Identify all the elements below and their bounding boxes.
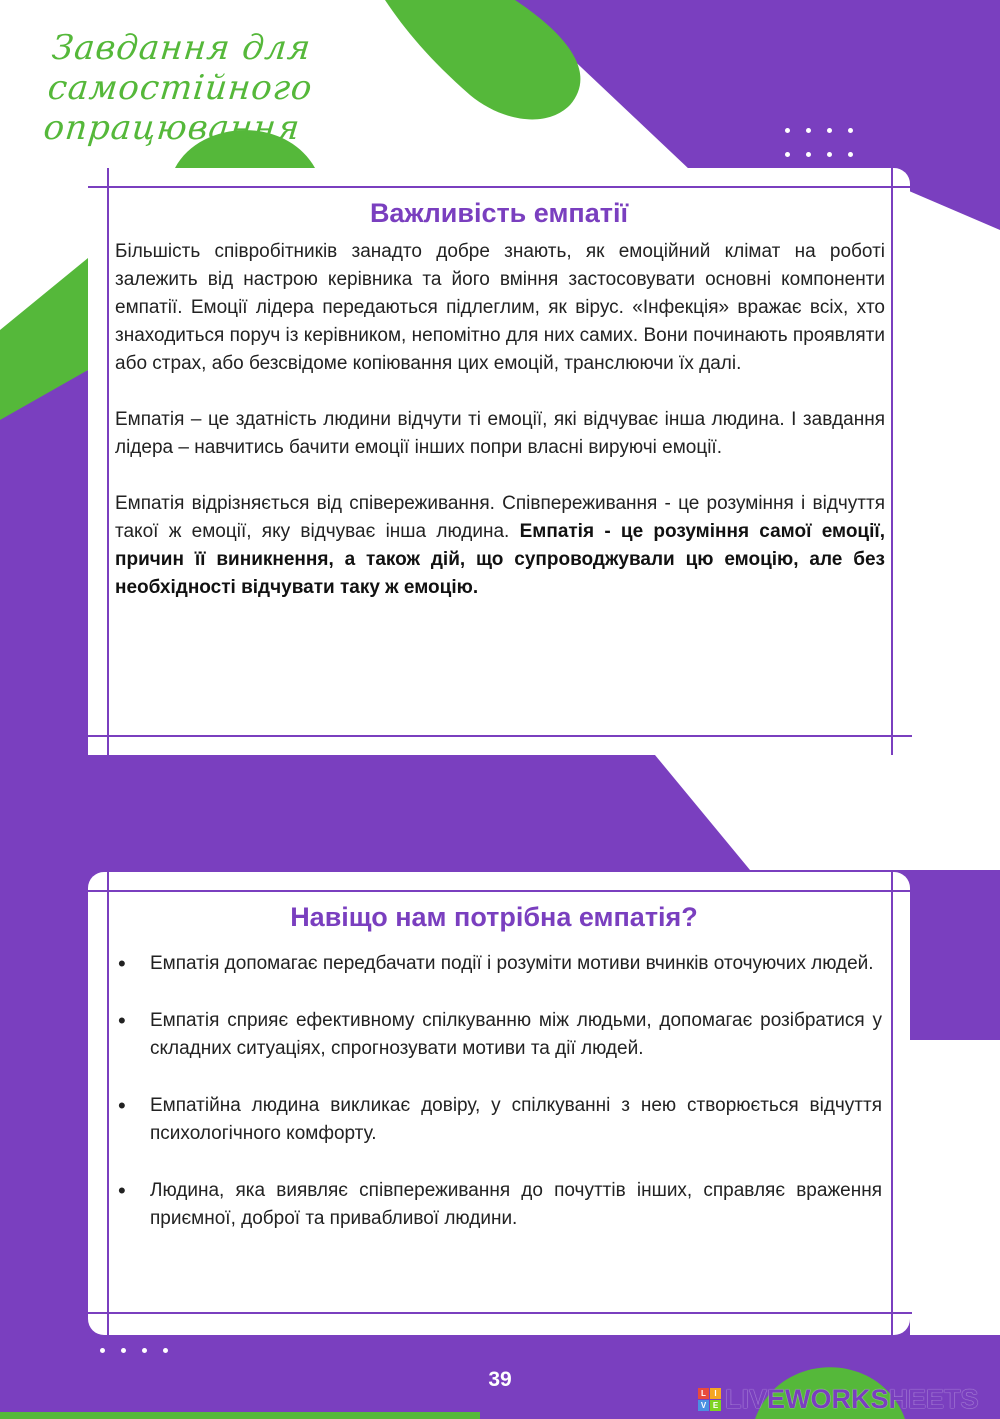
section1-body bbox=[115, 238, 885, 602]
section1-title: Важливість емпатії bbox=[369, 198, 629, 228]
list-item: • Емпатія сприяє ефективному спілкуванню між людьми, допомагає розібратися у складних ситуаціях, спрогнозувати мотиви та дії людей. bbox=[118, 1007, 882, 1063]
liveworksheets-logo-text: LIVEWORKSHEETS bbox=[725, 1384, 979, 1414]
green-bottom-stripe bbox=[0, 1412, 480, 1419]
list-item: • Емпатія допомагає передбачати події і розуміти мотиви вчинків оточуючих людей. bbox=[118, 950, 882, 978]
dot bbox=[848, 152, 853, 157]
section1-paragraph: Більшість співробітників занадто добре знають, як емоційний клімат на роботі залежить від настрою керівника та його вміння застосовувати основні компоненти емпатії. Емоції лідера передаються підлеглим, як вірус. «Інфекція» вражає всіх, хто знаходиться поруч із керівником, непомітно для них самих. Вони починають проявляти або страх, або безсвідоме копіювання цих емоцій, транслюючи їх далі. bbox=[115, 241, 885, 374]
frame-line bbox=[107, 168, 109, 755]
page-title-line1: Завдання для самостійного bbox=[45, 28, 315, 108]
dot bbox=[785, 128, 790, 133]
page-title bbox=[42, 28, 485, 148]
decorative-dots-bottom bbox=[100, 1348, 170, 1353]
dot bbox=[121, 1348, 126, 1353]
dot bbox=[163, 1348, 168, 1353]
page-title-line2: опрацювання bbox=[41, 108, 303, 148]
why-empathy-card bbox=[88, 872, 910, 1335]
page-number: 39 bbox=[488, 1368, 512, 1391]
list-item: • Людина, яка виявляє співпереживання до почуттів інших, справляє враження приємної, доброї та привабливої людини. bbox=[118, 1177, 882, 1233]
dot bbox=[806, 152, 811, 157]
decorative-dots-top bbox=[785, 128, 855, 157]
dot bbox=[142, 1348, 147, 1353]
frame-line bbox=[88, 735, 912, 737]
section2-body bbox=[118, 950, 882, 1233]
logo-letter: V bbox=[698, 1400, 709, 1411]
liveworksheets-logo-icon bbox=[698, 1388, 721, 1411]
frame-line bbox=[88, 1312, 912, 1314]
empathy-importance-card bbox=[88, 168, 910, 755]
section2-title: Навіщо нам потрібна емпатія? bbox=[290, 902, 698, 932]
list-item: • Емпатійна людина викликає довіру, у спілкуванні з нею створюється відчуття психологічного комфорту. bbox=[118, 1092, 882, 1148]
dot bbox=[827, 128, 832, 133]
dot bbox=[848, 128, 853, 133]
purple-right-card-edge bbox=[895, 185, 1000, 230]
section1-paragraph: Емпатія – це здатність людини відчути ті емоції, які відчуває інша людина. І завдання лідера – навчитись бачити емоції інших попри власні вируючі емоції. bbox=[115, 409, 885, 458]
frame-line bbox=[891, 168, 893, 755]
section1-paragraph3-regular: Емпатія відрізняється від співереживання. Співпереживання - це розуміння і відчуття такої ж емоції, яку відчуває інша людина. bbox=[115, 493, 885, 542]
frame-line bbox=[88, 890, 912, 892]
frame-line bbox=[107, 872, 109, 1335]
dot bbox=[785, 152, 790, 157]
logo-letter: E bbox=[710, 1400, 721, 1411]
section1-paragraph bbox=[115, 490, 885, 602]
frame-line bbox=[88, 186, 912, 188]
liveworksheets-logo[interactable] bbox=[698, 1384, 979, 1415]
benefits-list bbox=[118, 950, 882, 1233]
section1-paragraph3-bold: Емпатія - це розуміння самої емоції, причин її виникнення, а також дій, що супроводжували цю емоцію, але без необхідності відчувати таку ж емоцію. bbox=[115, 521, 886, 598]
dot bbox=[806, 128, 811, 133]
purple-top-right-shape bbox=[510, 0, 1000, 185]
frame-line bbox=[891, 872, 893, 1335]
white-right-notch bbox=[910, 1040, 1000, 1140]
dot bbox=[100, 1348, 105, 1353]
logo-letter: L bbox=[698, 1388, 709, 1399]
logo-letter: I bbox=[710, 1388, 721, 1399]
dot bbox=[827, 152, 832, 157]
